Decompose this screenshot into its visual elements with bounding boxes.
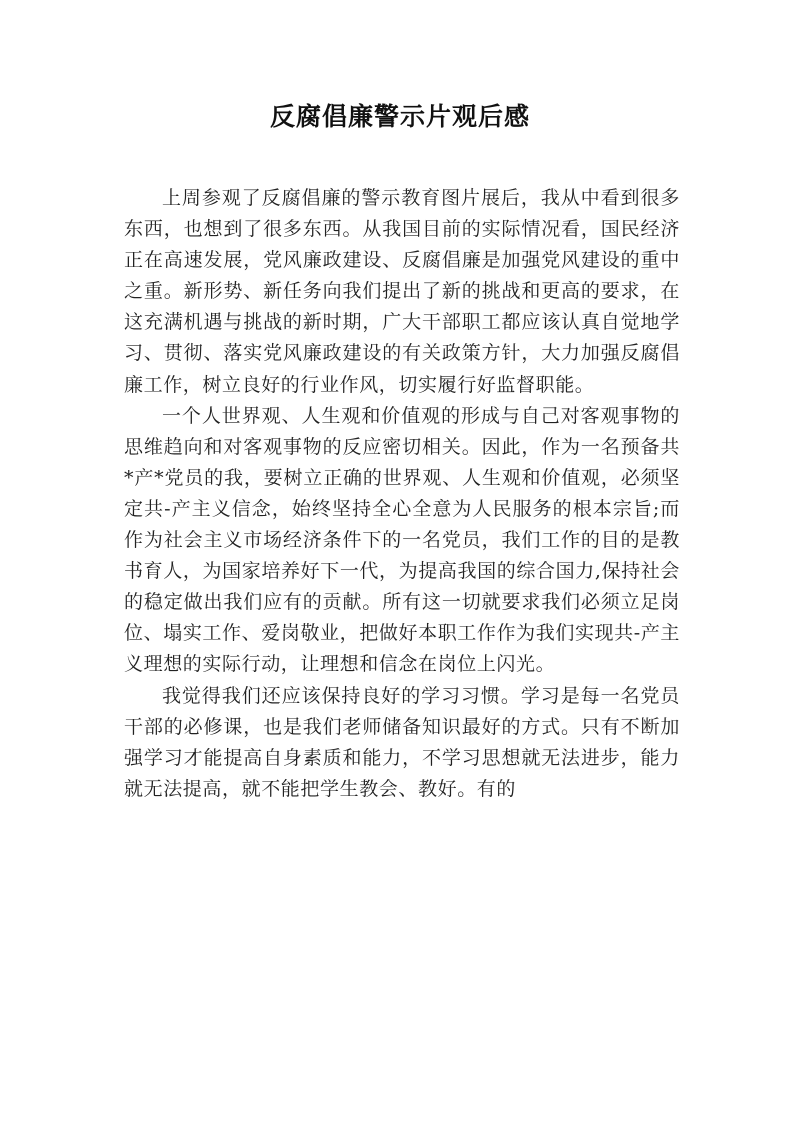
document-body <box>124 183 680 805</box>
document-title: 反腐倡廉警示片观后感 <box>269 102 530 131</box>
paragraph-3: 我觉得我们还应该保持良好的学习习惯。学习是每一名党员干部的必修课，也是我们老师储备知识最好的方式。只有不断加强学习才能提高自身素质和能力，不学习思想就无法进步，能力就无法提高，就不能把学生教会、教好。有的 <box>124 684 680 800</box>
paragraph-2: 一个人世界观、人生观和价值观的形成与自己对客观事物的思维趋向和对客观事物的反应密切相关。因此，作为一名预备共*产*党员的我，要树立正确的世界观、人生观和价值观，必须坚定共-产主义信念，始终坚持全心全意为人民服务的根本宗旨;而作为社会主义市场经济条件下的一名党员，我们工作的目的是教书育人，为国家培养好下一代，为提高我国的综合国力,保持社会的稳定做出我们应有的贡献。所有这一切就要求我们必须立足岗位、塌实工作、爱岗敬业，把做好本职工作作为我们实现共-产主义理想的实际行动，让理想和信念在岗位上闪光。 <box>124 404 680 676</box>
paragraph-1: 上周参观了反腐倡廉的警示教育图片展后，我从中看到很多东西，也想到了很多东西。从我国目前的实际情况看，国民经济正在高速发展，党风廉政建设、反腐倡廉是加强党风建设的重中之重。新形势、新任务向我们提出了新的挑战和更高的要求，在这充满机遇与挑战的新时期，广大干部职工都应该认真自觉地学习、贯彻、落实党风廉政建设的有关政策方针，大力加强反腐倡廉工作，树立良好的行业作风，切实履行好监督职能。 <box>124 187 680 396</box>
